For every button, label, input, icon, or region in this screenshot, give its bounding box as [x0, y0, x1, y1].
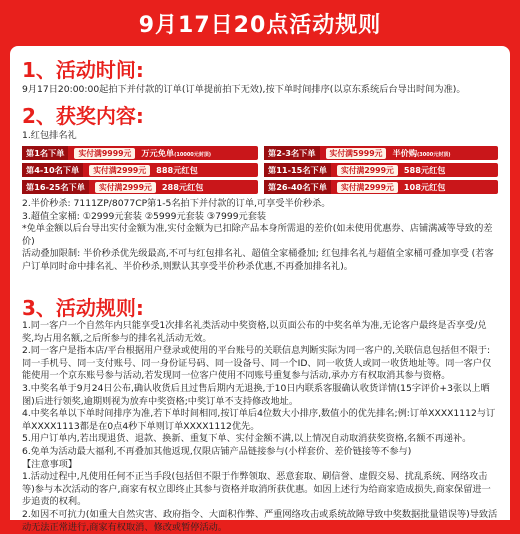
- prize-tag: 第4-10名下单: [22, 163, 83, 177]
- prize-condition: 实付满5999元: [326, 148, 387, 159]
- prize-value: 888元红包: [156, 164, 198, 175]
- notice-item: 2.如因不可抗力(如重大自然灾害、政府指令、大面积作弊、严重网络攻击或系统故障导致中奖数据批量错误等)导致活动无法正常进行,商家有权取消、修改或暂停活动。: [22, 508, 498, 533]
- prize-grid: [22, 146, 498, 194]
- section-heading-prizes: 2、获奖内容:: [22, 104, 144, 128]
- page-title: 9月17日20点活动规则: [138, 13, 382, 38]
- notice-item: 1.活动过程中,凡使用任何不正当手段(包括但不限于作弊领取、恶意套取、刷信誉、虚假交易、扰乱系统、网络攻击等)参与本次活动的客户,商家有权立即终止其参与资格并取消所获优惠。如因上述行为给商家造成损失,商家保留进一步追责的权利。: [22, 471, 491, 508]
- rules-card: [10, 46, 510, 533]
- prize-value: 万元免单(10000元封顶): [141, 147, 212, 158]
- prize-value: 288元红包: [161, 181, 204, 192]
- prize-condition: 实付满2999元: [337, 182, 398, 193]
- prize-tag: 第26-40名下单: [264, 180, 331, 194]
- rule-item: 5.用户订单内,若出现退货、退款、换新、重复下单、实付金额不满,以上情况自动取消获奖资格,名额不再递补。: [22, 433, 472, 445]
- prize-tag: 第11-15名下单: [264, 163, 331, 177]
- prize-value: 588元红包: [403, 164, 446, 175]
- free-order-note: *免单金额以后台导出实付金额为准,实付金额为已扣除产品本身所需退的差价(如未使用优惠券、店铺满减等导致的差价): [22, 223, 493, 247]
- prize-rank-26-40: [264, 180, 498, 194]
- prize-condition: 实付满2999元: [337, 165, 398, 176]
- prize-value: 108元红包: [403, 181, 446, 192]
- time-text: 9月17日20:00:00起拍下并付款的订单(订单提前拍下无效),按下单时间排序(以京东系统后台导出时间为准)。: [22, 84, 466, 95]
- prize-tag: 第2-3名下单: [264, 146, 320, 160]
- section-heading-rules: 3、活动规则:: [22, 296, 144, 320]
- prize-subtitle: 1.红包排名礼: [22, 130, 77, 141]
- half-price-note: 2.半价秒杀: 7111ZP/8077CP第1-5名拍下并付款的订单,可享受半价秒杀。: [22, 198, 331, 209]
- prize-notes: [22, 198, 498, 274]
- prize-value: 半价购(3000元封顶): [392, 147, 451, 158]
- rule-item: 2.同一客户是指本店/平台根据用户登录或使用的平台账号的关联信息判断实际为同一客户的,关联信息包括但不限于:同一手机号、同一支付账号、同一身份证号码、同一设备号、同一个ID、同一收货人或同一收货地址等。同一客户仅能使用一个京东账号参与活动,若发现同一位客户使用不同账号重复参与活动,承办方有权取消其参与资格。: [22, 345, 492, 382]
- prize-condition: 实付满2999元: [89, 165, 150, 176]
- rules-list: [22, 320, 498, 534]
- prize-rank-4-10: [22, 163, 258, 177]
- prize-rank-1: [22, 146, 258, 160]
- prize-rank-2-3: [264, 146, 498, 160]
- stacking-note: 活动叠加限制: 半价秒杀优先级最高,不可与红包排名礼、超值全家桶叠加; 红包排名礼与超值全家桶可叠加享受 (若客户订单同时命中排名礼、半价秒杀,则默认其享受半价秒杀优惠,不再叠加排名礼)。: [22, 248, 494, 272]
- prize-tag: 第1名下单: [22, 146, 68, 160]
- bundle-note: 3.超值全家桶: ①2999元套装 ②5999元套装 ③7999元套装: [22, 210, 267, 222]
- prize-condition: 实付满9999元: [74, 148, 135, 159]
- rule-item: 4.中奖名单以下单时间排序为准,若下单时间相同,按订单后4位数大小排序,数值小的优先排名;例:订单XXXX1112与订单XXXX1113都是在0点4秒下单则订单XXXX1112优先。: [22, 408, 496, 432]
- prize-rank-11-15: [264, 163, 498, 177]
- rule-item: 1.同一客户一个自然年内只能享受1次排名礼类活动中奖资格,以页面公布的中奖名单为准,无论客户最终是否享受/兑奖,均占用名额,之后所参与的排名礼活动无效。: [22, 320, 487, 344]
- notice-heading: 【注意事项】: [22, 458, 78, 470]
- rule-item: 6.免单为活动最大福利,不再叠加其他返现,仅限店铺产品链接参与(小样套价、差价链接等不参与): [22, 445, 412, 457]
- prize-tag: 第16-25名下单: [22, 180, 89, 194]
- section-heading-time: 1、活动时间:: [22, 58, 144, 82]
- prize-rank-16-25: [22, 180, 258, 194]
- rule-item: 3.中奖名单于9月24日公布,确认收货后且过售后期内无退换,于10日内联系客服确认收货详情(15字评价+3张以上晒图)后进行领奖,逾期则视为放弃中奖资格;中奖订单不支持修改地址。: [22, 382, 490, 407]
- prize-condition: 实付满2999元: [95, 182, 156, 193]
